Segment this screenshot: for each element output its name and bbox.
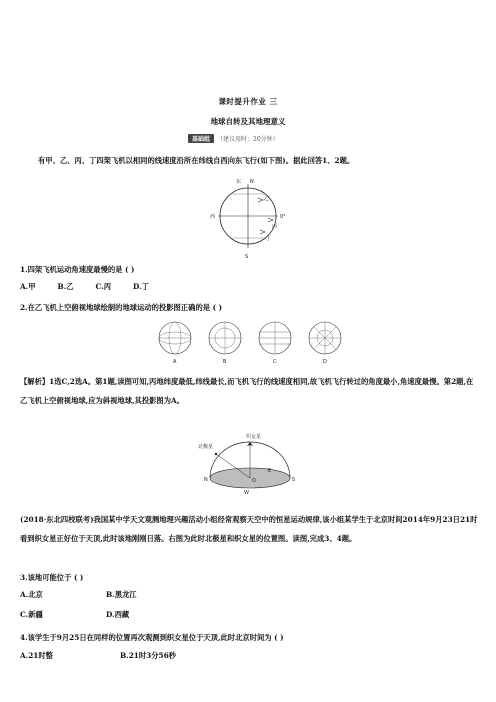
label-bing: 丙 <box>272 224 278 230</box>
question-2: 2.在乙飞机上空俯视地球绘制的地球运动的投影图正确的是 ( ) <box>20 303 223 312</box>
question-4-options <box>20 651 240 661</box>
option-b: B.乙 <box>57 282 74 291</box>
plane-yi-icon <box>258 198 263 202</box>
label-zero: 0° <box>280 214 286 220</box>
projection-a-letter: A <box>173 359 177 365</box>
q3-option-a: A.北京 <box>20 590 43 599</box>
section-badge <box>188 134 279 143</box>
question-1: 1.四架飞机运动角速度最慢的是 ( ) <box>20 265 135 274</box>
question-3-options-row2 <box>20 610 206 620</box>
passage-text: (2018·东北四校联考)我国某中学天文观测地理兴趣活动小组经常观察天空中的恒星运动规律,该小组某学生于北京时间2014年9月23日21时看到织女星正好位于天顶,此时该地刚刚日落。右图为此时北极星和织女星的位置图。读图,完成3、4题。 <box>20 515 478 543</box>
projection-b-letter: B <box>223 359 227 365</box>
question-3: 3.该地可能位于 ( ) <box>20 573 84 582</box>
question-3-options-row1 <box>20 590 206 600</box>
projection-d-letter: D <box>323 359 327 365</box>
option-d: D.丁 <box>133 282 149 291</box>
label-s2: S <box>292 477 296 483</box>
label-east: 东 <box>236 179 242 185</box>
label-polaris: 北极星 <box>198 444 214 450</box>
label-vega: 织女星 <box>246 434 262 440</box>
badge-note: （建议用时：20分钟） <box>217 136 279 143</box>
figure-globe-planes <box>212 176 292 260</box>
label-west: 西 <box>210 214 216 220</box>
label-n2: N <box>204 477 208 483</box>
page-subtitle: 地球自转及其地理意义 <box>210 117 286 126</box>
page-title: 课时提升作业 三 <box>218 97 278 106</box>
q4-option-b: B.21时3分56秒 <box>120 651 176 660</box>
q3-option-b: B.黑龙江 <box>106 590 137 599</box>
plane-ding-icon <box>260 230 265 234</box>
projection-a <box>159 322 191 365</box>
polaris-star-icon <box>215 453 217 455</box>
projection-b <box>209 322 241 365</box>
label-o2: O <box>252 478 256 484</box>
label-yi: 乙 <box>264 196 270 202</box>
label-s: S <box>245 254 249 260</box>
q4-option-a: A.21时整 <box>20 651 53 660</box>
plane-bing-icon <box>268 218 273 222</box>
badge-tag: 基础组 <box>188 134 214 143</box>
figure-projection-options <box>150 318 350 366</box>
question-1-options <box>20 282 171 292</box>
projection-c-letter: C <box>273 359 277 365</box>
q3-option-d: D.西藏 <box>106 610 130 619</box>
question-4: 4.该学生于9月25日在同样的位置再次观测到织女星位于天顶,此时北京时间为 ( ) <box>20 633 284 642</box>
option-a: A.甲 <box>20 282 36 291</box>
label-n: N <box>250 179 254 185</box>
label-ding: 丁 <box>266 236 272 242</box>
projection-c <box>259 322 291 365</box>
label-w2: W <box>244 490 249 496</box>
intro-text: 有甲、乙、丙、丁四架飞机以相同的线速度沿所在纬线自西向东飞行(如下图)。据此回答1、2题。 <box>38 156 355 165</box>
projection-d <box>309 322 341 365</box>
label-e2: E <box>268 468 272 474</box>
q3-option-c: C.新疆 <box>20 610 43 619</box>
figure-celestial-sphere <box>196 432 306 502</box>
option-c: C.丙 <box>95 282 112 291</box>
analysis-text: 【解析】1选C,2选A。第1题,读图可知,丙地纬度最低,纬线最长,而飞机飞行的线速度相同,故飞机飞行转过的角度最小,角速度最慢。第2题,在乙飞机上空俯视地球,应为斜视地球,其投影图为A。 <box>20 377 474 405</box>
